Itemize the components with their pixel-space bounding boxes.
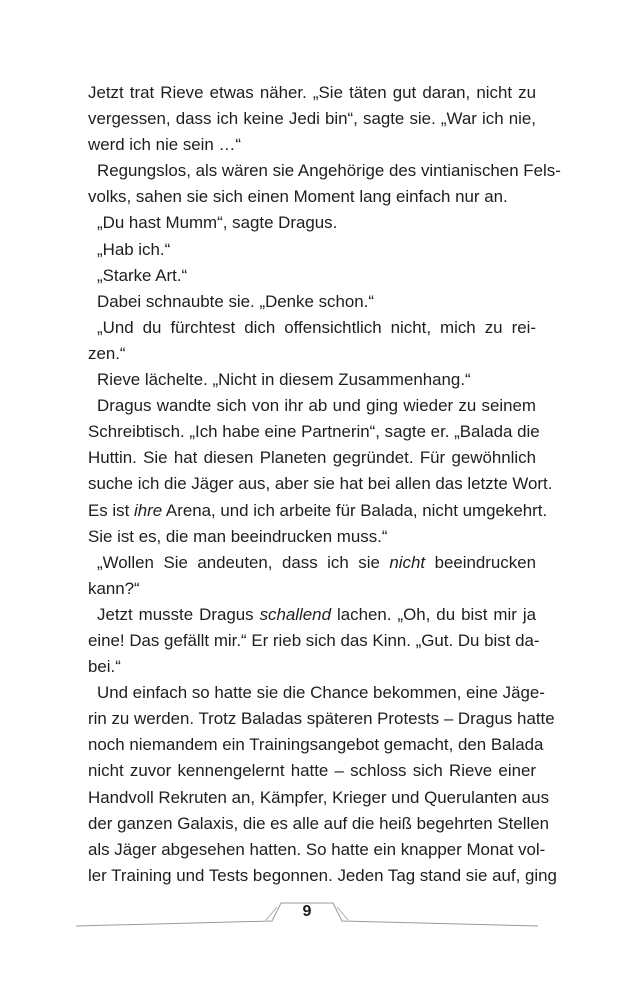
text-line <box>88 419 540 445</box>
text-line <box>88 158 561 184</box>
text-run: Arena, und ich arbeite für Balada, nicht umgekehrt. <box>162 500 548 520</box>
text-line <box>88 628 540 654</box>
text-line <box>88 184 536 210</box>
body-text <box>88 80 561 889</box>
text-line <box>88 393 536 419</box>
text-run: Regungslos, als wären sie Angehörige des vintianischen Fels- <box>97 161 561 181</box>
text-line <box>88 837 546 863</box>
text-run: Huttin. Sie hat diesen Planeten gegründet. Für gewöhnlich <box>88 448 536 468</box>
text-run: ler Training und Tests begonnen. Jeden Tag stand sie auf, ging <box>88 865 557 885</box>
text-run: der ganzen Galaxis, die es alle auf die heiß begehrten Stellen <box>88 813 550 833</box>
text-line <box>88 80 536 106</box>
text-line <box>88 445 536 471</box>
text-line <box>88 132 536 158</box>
page-footer <box>76 897 538 937</box>
text-run: beeindrucken <box>425 552 536 572</box>
text-run: lachen. „Oh, du bist mir ja <box>330 604 537 624</box>
text-run: „Wollen Sie andeuten, dass ich sie <box>97 552 390 572</box>
text-run: Rieve lächelte. „Nicht in diesem Zusammenhang.“ <box>97 370 471 390</box>
emphasis-text: schallend <box>259 604 331 624</box>
text-run: Schreibtisch. „Ich habe eine Partnerin“, sagte er. „Balada die <box>88 422 540 442</box>
page-number: 9 <box>302 903 312 920</box>
text-line <box>88 263 536 289</box>
text-line <box>88 680 545 706</box>
text-run: eine! Das gefällt mir.“ Er rieb sich das Kinn. „Gut. Du bist da- <box>88 630 540 650</box>
text-line <box>88 602 536 628</box>
text-run: Jetzt musste Dragus <box>97 604 260 624</box>
text-line <box>88 706 555 732</box>
text-run: Es ist <box>88 500 134 520</box>
text-run: „Starke Art.“ <box>97 265 188 285</box>
text-line <box>88 471 553 497</box>
emphasis-text: nicht <box>389 552 426 572</box>
text-line <box>88 498 548 524</box>
text-run: werd ich nie sein …“ <box>88 135 242 155</box>
text-line <box>88 811 550 837</box>
text-line <box>88 785 550 811</box>
text-run: suche ich die Jäger aus, aber sie hat bei allen das letzte Wort. <box>88 474 553 494</box>
text-line <box>88 863 557 889</box>
text-line <box>88 550 536 576</box>
text-line <box>88 341 536 367</box>
emphasis-text: ihre <box>134 500 163 520</box>
text-line <box>88 654 536 680</box>
text-line <box>88 289 536 315</box>
text-run: Jetzt trat Rieve etwas näher. „Sie täten gut daran, nicht zu <box>88 83 536 102</box>
text-run: „Du hast Mumm“, sagte Dragus. <box>97 213 338 233</box>
text-run: bei.“ <box>88 657 121 677</box>
text-line <box>88 210 536 236</box>
text-line <box>88 367 536 393</box>
text-run: Sie ist es, die man beeindrucken muss.“ <box>88 526 388 546</box>
text-run: kann?“ <box>88 578 140 598</box>
text-line <box>88 315 536 341</box>
text-line <box>88 106 536 132</box>
text-run: Handvoll Rekruten an, Kämpfer, Krieger und Querulanten aus <box>88 787 550 807</box>
text-run: Dragus wandte sich von ihr ab und ging wieder zu seinem <box>97 396 536 416</box>
text-run: Und einfach so hatte sie die Chance bekommen, eine Jäge- <box>97 683 545 703</box>
text-run: volks, sahen sie sich einen Moment lang einfach nur an. <box>88 187 508 207</box>
text-line <box>88 576 536 602</box>
text-run: zen.“ <box>88 343 126 363</box>
text-line <box>88 732 544 758</box>
text-run: „Und du fürchtest dich offensichtlich nicht, mich zu rei- <box>97 317 536 337</box>
text-line <box>88 237 536 263</box>
text-run: „Hab ich.“ <box>97 239 171 259</box>
text-run: vergessen, dass ich keine Jedi bin“, sagte sie. „War ich nie, <box>88 109 536 129</box>
text-line <box>88 524 536 550</box>
text-run: rin zu werden. Trotz Baladas späteren Protests – Dragus hatte <box>88 709 555 729</box>
text-run: als Jäger abgesehen hatten. So hatte ein knapper Monat vol- <box>88 839 546 859</box>
text-run: noch niemandem ein Trainingsangebot gemacht, den Balada <box>88 735 544 755</box>
text-run: nicht zuvor kennengelernt hatte – schloss sich Rieve einer <box>88 761 536 781</box>
text-line <box>88 758 536 784</box>
text-run: Dabei schnaubte sie. „Denke schon.“ <box>97 291 374 311</box>
